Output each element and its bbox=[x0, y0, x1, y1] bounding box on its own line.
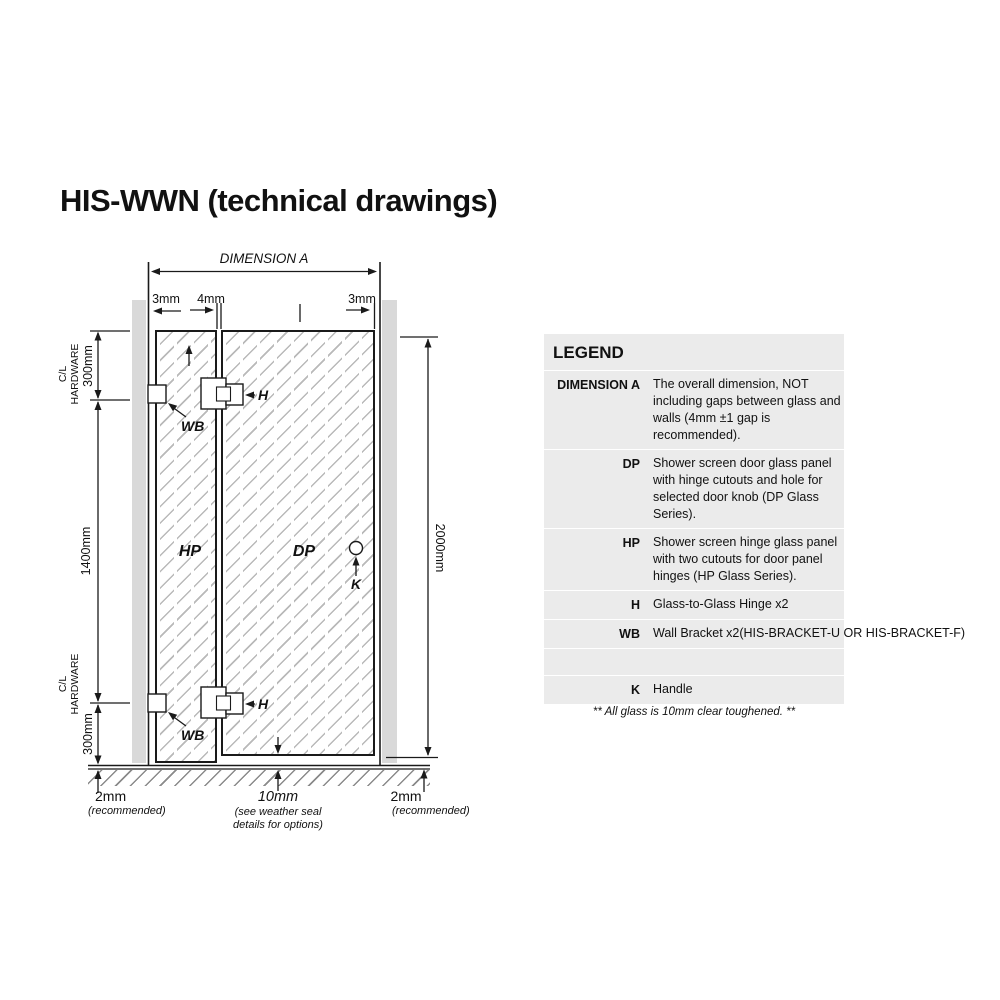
k-label: K bbox=[350, 576, 362, 592]
legend-description: Wall Bracket x2(HIS-BRACKET-U OR HIS-BRACKET-F) bbox=[653, 626, 966, 640]
legend-row-h bbox=[544, 591, 844, 620]
legend-term: K bbox=[630, 683, 640, 697]
wb-label-bottom: WB bbox=[181, 727, 205, 743]
left-dimension-labels bbox=[57, 344, 95, 755]
cl-hardware-top-2: HARDWARE bbox=[69, 343, 81, 405]
bottom-annotations bbox=[88, 788, 470, 831]
legend-panel bbox=[544, 334, 966, 704]
legend-row-wb bbox=[544, 620, 966, 649]
bottom-right-note: (recommended) bbox=[392, 805, 470, 817]
legend-row-empty bbox=[544, 649, 844, 676]
dimension-a-label: DIMENSION A bbox=[219, 251, 309, 266]
legend-row-k bbox=[544, 676, 844, 704]
cl-hardware-top-1: C/L bbox=[57, 365, 69, 383]
wall-bracket-top bbox=[148, 385, 166, 403]
bottom-mid-note2: details for options) bbox=[233, 819, 323, 831]
legend-term: DIMENSION A bbox=[557, 378, 640, 392]
gap-mid-label: 4mm bbox=[197, 292, 225, 306]
legend-term bbox=[544, 654, 640, 670]
dim-300-bottom: 300mm bbox=[81, 713, 95, 755]
legend-term: HP bbox=[622, 536, 640, 550]
handle-knob bbox=[350, 542, 363, 555]
legend-term: WB bbox=[619, 627, 640, 641]
legend-description: Shower screen door glass panel with hinge cutouts and hole for selected door knob (DP Glass Series). bbox=[653, 456, 832, 521]
legend-footnote: ** All glass is 10mm clear toughened. ** bbox=[592, 706, 796, 718]
legend-description: Glass-to-Glass Hinge x2 bbox=[653, 597, 789, 611]
legend-row-hp bbox=[544, 529, 844, 591]
dim-1400: 1400mm bbox=[79, 526, 93, 576]
dim-2000: 2000mm bbox=[433, 523, 447, 573]
bottom-left-value: 2mm bbox=[95, 788, 127, 804]
page-title: HIS-WWN (technical drawings) bbox=[60, 183, 498, 218]
legend-header: LEGEND bbox=[544, 334, 844, 371]
wall-bracket-bottom bbox=[148, 694, 166, 712]
legend-term: H bbox=[630, 598, 640, 612]
legend-description bbox=[653, 654, 844, 670]
legend-description: Handle bbox=[653, 682, 693, 696]
legend-description: Shower screen hinge glass panel with two cutouts for door panel hinges (HP Glass Series). bbox=[653, 535, 838, 583]
glass-hinge-top bbox=[201, 378, 243, 409]
dim-300-top: 300mm bbox=[81, 345, 95, 387]
cl-hardware-bottom-2: HARDWARE bbox=[69, 653, 81, 715]
bottom-mid-note1: (see weather seal bbox=[234, 806, 322, 818]
legend-term: DP bbox=[622, 457, 640, 471]
gap-right-label: 3mm bbox=[348, 292, 376, 306]
wb-label-top: WB bbox=[181, 418, 205, 434]
bottom-mid-value: 10mm bbox=[257, 789, 299, 805]
bottom-right-value: 2mm bbox=[390, 788, 422, 804]
legend-row-dp bbox=[544, 450, 844, 529]
panel-dp-label: DP bbox=[292, 543, 316, 560]
legend-row-dimension-a bbox=[544, 371, 844, 450]
dimension-linework bbox=[88, 262, 438, 793]
h-label-bottom: H bbox=[258, 696, 269, 712]
bottom-left-note: (recommended) bbox=[88, 805, 166, 817]
h-label-top: H bbox=[258, 387, 269, 403]
legend-description: The overall dimension, NOT including gaps between glass and walls (4mm ±1 gap is recommended). bbox=[653, 377, 841, 442]
panel-hp-label: HP bbox=[178, 543, 202, 560]
glass-hinge-bottom bbox=[201, 687, 243, 718]
cl-hardware-bottom-1: C/L bbox=[57, 675, 69, 693]
gap-left-label: 3mm bbox=[152, 292, 180, 306]
